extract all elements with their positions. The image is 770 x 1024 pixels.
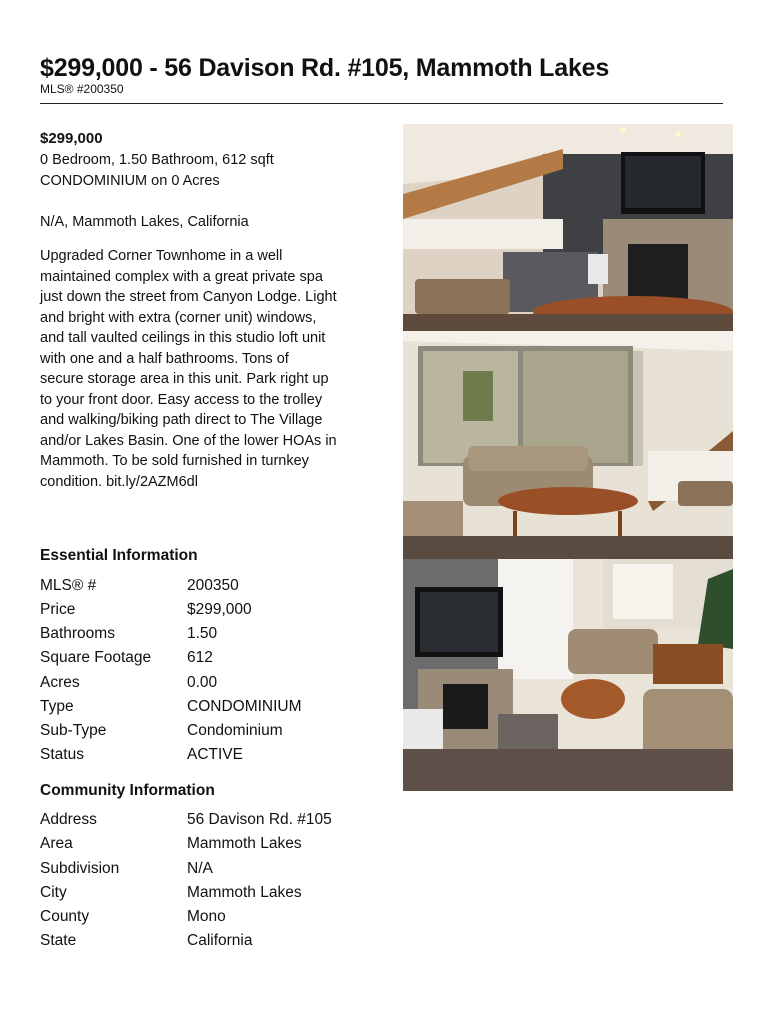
summary-location: N/A, Mammoth Lakes, California	[40, 214, 249, 230]
row-label: Type	[40, 698, 74, 715]
row-value: 1.50	[187, 625, 218, 642]
row-value: N/A	[187, 860, 213, 877]
summary-rooms: 0 Bedroom, 1.50 Bathroom, 612 sqft	[40, 152, 274, 168]
row-label: MLS® #	[40, 577, 97, 594]
row-value: California	[187, 932, 253, 949]
row-label: Area	[40, 835, 73, 852]
row-label: Address	[40, 811, 97, 828]
row-label: State	[40, 932, 77, 949]
row-value: $299,000	[187, 601, 252, 618]
row-value: 200350	[187, 577, 239, 594]
row-value: ACTIVE	[187, 746, 243, 763]
mls-number-subtitle: MLS® #200350	[40, 82, 124, 96]
row-value: 0.00	[187, 674, 218, 691]
community-info-heading: Community Information	[40, 782, 215, 799]
row-value: 56 Davison Rd. #105	[187, 811, 332, 828]
living-room-photo-2	[403, 331, 733, 559]
row-value: CONDOMINIUM	[187, 698, 302, 715]
row-label: Subdivision	[40, 860, 120, 877]
row-label: Status	[40, 746, 84, 763]
property-description: Upgraded Corner Townhome in a well maintained complex with a great private spa just down the street from Canyon Lodge. Light and bright with extra (corner unit) windows, and tall vaulted ceilings in this studio loft unit with one and a half bathrooms. Tons of secure storage area in this unit. Park right up to your front door. Easy access to the trolley and walking/biking path direct to The Village and/or Lakes Basin. One of the lower HOAs in Mammoth. To be sold furnished in turnkey condition. bit.ly/2AZM6dl	[40, 248, 337, 490]
row-value: 612	[187, 649, 213, 666]
header-divider	[40, 103, 723, 104]
property-photo-3	[403, 559, 733, 791]
row-label: County	[40, 908, 90, 925]
row-value: Condominium	[187, 722, 283, 739]
essential-info-heading: Essential Information	[40, 547, 198, 564]
living-room-photo-3	[403, 559, 733, 791]
page-title: $299,000 - 56 Davison Rd. #105, Mammoth Lakes	[40, 54, 610, 82]
row-label: City	[40, 884, 67, 901]
property-photo-2	[403, 331, 733, 559]
row-label: Bathrooms	[40, 625, 115, 642]
row-value: Mammoth Lakes	[187, 835, 302, 852]
row-label: Acres	[40, 674, 80, 691]
row-label: Price	[40, 601, 76, 618]
row-label: Square Footage	[40, 649, 152, 666]
row-label: Sub-Type	[40, 722, 107, 739]
summary-type: CONDOMINIUM on 0 Acres	[40, 173, 220, 189]
summary-price: $299,000	[40, 130, 103, 147]
row-value: Mammoth Lakes	[187, 884, 302, 901]
row-value: Mono	[187, 908, 226, 925]
property-photo-1	[403, 124, 733, 331]
living-room-photo-1	[403, 124, 733, 331]
